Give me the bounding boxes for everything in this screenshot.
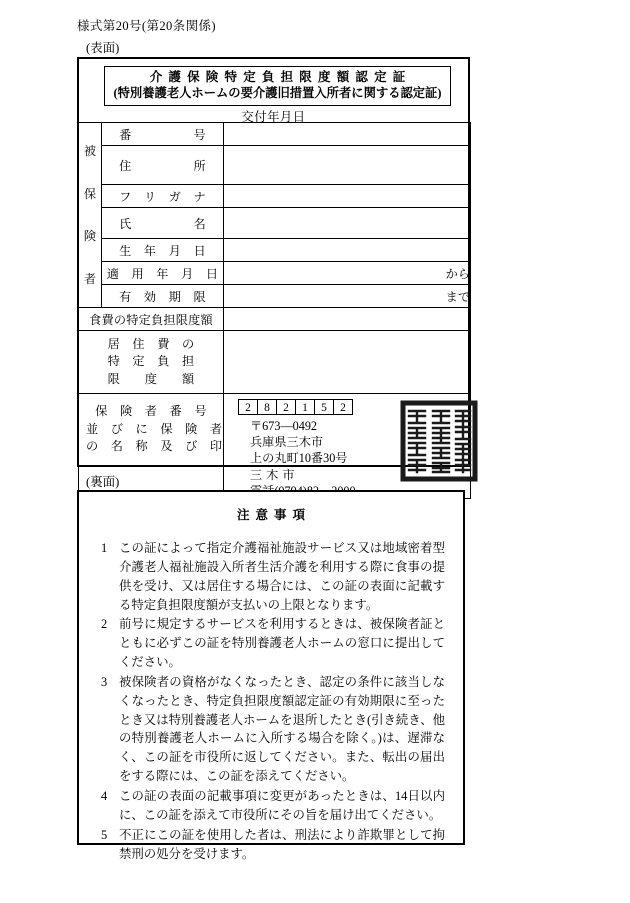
row-label-housing-limit-text [89,336,213,388]
insurer-address-line-2: 上の丸町10番30号 [250,451,348,466]
insured-person-vertical-label [79,123,102,308]
vlabel-char-0: 被 [83,144,97,159]
certificate-title: 介護保険特定負担限度額認定証 [149,70,412,84]
insurer-label-line-1: 並 び に 保 険 者 [86,421,223,436]
insurer-details-cell [224,394,471,499]
notice-number: 5 [101,827,108,842]
notice-heading: 注意事項 [236,508,311,522]
table-row-expiry [79,285,471,308]
insurer-label-line-0: 保 険 者 番 号 [95,404,207,418]
row-label-birthdate-text: 生 年 月 日 [119,243,206,258]
table-row-address [79,146,471,185]
notice-item [101,539,445,614]
notice-text: 不正にこの証を使用した者は、刑法により詐欺罪として拘禁刑の処分を受けます。 [119,827,445,861]
notice-item [101,826,445,864]
insurer-seal-icon [400,400,478,482]
row-label-furigana-text: フ リ ガ ナ [119,189,206,204]
insurer-digit-5[interactable]: 2 [333,399,353,415]
table-row-name [79,208,471,239]
row-label-address [102,146,224,185]
row-label-number [102,123,224,146]
row-value-number[interactable] [224,123,471,146]
vlabel-char-3: 者 [83,271,97,286]
vlabel-char-1: 保 [83,186,97,201]
row-label-number-text: 番 号 [119,127,206,142]
notice-item [101,615,445,672]
row-label-expiry-text: 有 効 期 限 [119,289,206,304]
table-row-birthdate [79,239,471,262]
back-side-label: (裏面) [86,475,120,489]
row-value-name[interactable] [224,208,471,239]
row-label-meal-limit [79,308,224,331]
certificate-back-card [77,490,465,861]
table-row-number [79,123,471,146]
certificate-subtitle: (特別養護老人ホームの要介護旧措置入所者に関する認定証) [113,85,442,100]
table-row-housing-limit [79,331,471,394]
notice-text: 前号に規定するサービスを利用するときは、被保険者証とともに必ずこの証を特別養護老人ホームの窓口に提出してください。 [119,617,445,670]
row-label-expiry [102,285,224,308]
insurer-digit-4[interactable]: 5 [314,399,334,415]
issue-date-label: 交付年月日 [241,110,306,124]
front-side-label: (表面) [86,41,120,55]
notice-number: 1 [101,541,108,555]
row-value-address[interactable] [224,146,471,185]
notice-item [101,673,445,786]
insurer-number-boxes [238,399,353,415]
insurer-address-block [250,418,356,499]
table-row-applydate [79,262,471,285]
insurer-postal-code: 〒673—0492 [250,419,318,433]
notice-text: この証の表面の記載事項に変更があったときは、14日以内に、この証を添えて市役所にその旨を届け出てください。 [119,788,445,822]
notice-text: 被保険者の資格がなくなったとき、認定の条件に該当しなくなったとき、特定負担限度額認定証の有効期限に至ったとき又は特別養護老人ホームを退所したとき(引き続き、他の特別養護老人ホームに入所する場合を除く。)は、遅滞なく、この証を市役所に返してください。また、転出の届出をする際には、この証を添えてください。 [119,674,445,784]
table-row-insurer [79,394,471,499]
row-label-name [102,208,224,239]
row-value-birthdate[interactable] [224,239,471,262]
insurer-address-line-1: 兵庫県三木市 [250,435,324,450]
vlabel-char-2: 険 [83,229,97,244]
row-value-expiry[interactable]: まで [224,285,471,308]
insurer-digit-3[interactable]: 1 [295,399,315,415]
notice-number: 3 [101,674,108,689]
notice-list [79,539,463,863]
table-row-furigana [79,185,471,208]
insurer-body [224,394,470,498]
housing-label-line-0: 居 住 費 の [107,337,195,351]
row-label-meal-limit-text: 食費の特定負担限度額 [89,312,213,327]
housing-label-line-2: 限 度 額 [107,371,195,386]
notice-number: 2 [101,617,108,632]
insurer-name: 三木市 [250,467,299,482]
insurer-label-text [79,394,223,456]
insurer-digit-2[interactable]: 2 [276,399,296,415]
insurer-label-line-2: の 名 称 及 び 印 [86,439,223,454]
housing-label-line-1: 特 定 負 担 [107,354,195,369]
row-value-applydate[interactable]: から [224,262,471,285]
form-number: 様式第20号(第20条関係) [77,19,216,33]
row-label-housing-limit [79,331,224,394]
notice-number: 4 [101,788,108,803]
row-label-applydate [102,262,224,285]
row-label-address-text: 住 所 [119,158,206,173]
certificate-title-box [104,66,451,106]
row-value-housing-limit[interactable] [224,331,471,394]
insurer-digit-1[interactable]: 8 [257,399,277,415]
notice-text: この証によって指定介護福祉施設サービス又は地域密着型介護老人福祉施設入所者生活介護を利用する際に食事の提供を受け、又は居住する場合には、この証の表面に記載する特定負担限度額が支払いの上限となります。 [119,541,445,612]
row-label-name-text: 氏 名 [119,216,206,231]
row-value-furigana[interactable] [224,185,471,208]
insured-person-table [78,122,471,499]
notice-item [101,787,445,825]
row-label-applydate-text: 適 用 年 月 日 [106,266,219,281]
table-row-meal-limit [79,308,471,331]
insurer-digit-0[interactable]: 2 [238,399,258,415]
row-label-birthdate [102,239,224,262]
row-label-furigana [102,185,224,208]
row-value-meal-limit[interactable] [224,308,471,331]
